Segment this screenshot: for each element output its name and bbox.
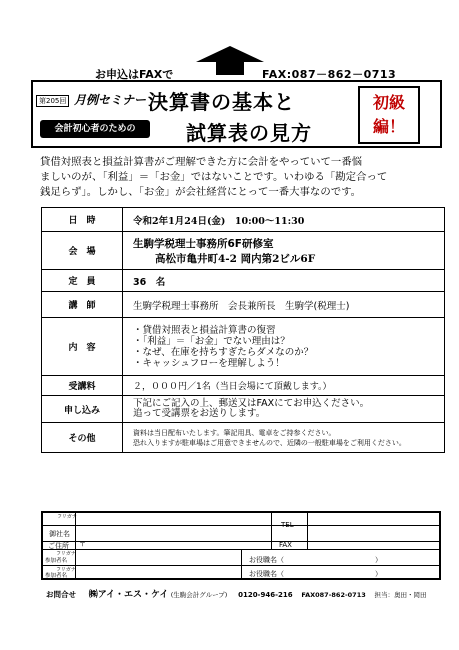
furigana-label: フリガナ — [56, 567, 76, 573]
participant-label: 参加者名 — [45, 558, 68, 564]
target-audience-badge: 会計初心者のための — [40, 120, 150, 138]
level-badge — [358, 86, 420, 144]
tel-input[interactable] — [309, 515, 437, 539]
date-value: 令和2年1月24日(金) 10:00～11:30 — [123, 208, 445, 232]
content-item: ・貸借対照表と損益計算書の復習 — [133, 324, 276, 336]
postal-mark: 〒 — [79, 540, 86, 548]
seminar-info-table — [41, 207, 445, 453]
venue-name: 生駒学税理士事務所6F研修室 — [133, 237, 274, 250]
date-label: 日 時 — [42, 208, 123, 232]
company-label: 御社名 — [49, 530, 70, 538]
fee-label: 受講料 — [42, 376, 123, 396]
furigana-input[interactable] — [77, 515, 269, 524]
intro-line-3: 銭足らず」。しかし、「お金」が会社経営にとって一番大事なのです。 — [40, 186, 362, 198]
apply-row — [42, 396, 445, 423]
content-list — [123, 318, 445, 376]
lecturer-value: 生駒学税理士事務所 会長兼所長 生駒学(税理士) — [123, 292, 445, 318]
venue-row — [42, 232, 445, 270]
position-label: お役職名（ ） — [249, 570, 382, 578]
content-label: 内 容 — [42, 318, 123, 376]
address-label: ご住所 — [48, 542, 69, 550]
intro-line-1: 貸借対照表と損益計算書がご理解できた方に会計をやっていて一番悩 — [40, 156, 363, 168]
date-row — [42, 208, 445, 232]
up-arrow-icon — [196, 46, 264, 62]
contact-fax: FAX087-862-0713 — [301, 591, 366, 599]
intro-line-2: ましいのが、「利益」＝「お金」ではないことです。いわゆる「勘定合って — [40, 171, 388, 183]
title-line-1: 決算書の基本と — [148, 90, 295, 114]
lecturer-label: 講 師 — [42, 292, 123, 318]
apply-line-2: 追って受講票をお送りします。 — [133, 408, 266, 419]
content-row — [42, 318, 445, 376]
fax-number: FAX:087－862－0713 — [262, 68, 397, 81]
level-line-1: 初級 — [372, 93, 405, 112]
content-item: ・「利益」＝「お金」でない理由は？ — [133, 335, 290, 347]
application-form — [41, 511, 441, 580]
participant-label: 参加者名 — [45, 573, 68, 579]
seminar-name: 月例セミナー — [74, 93, 147, 107]
up-arrow-shaft — [216, 61, 244, 75]
venue-address: 高松市亀井町4-2 岡内第2ビル6F — [155, 252, 316, 265]
session-number: 第205回 — [36, 95, 69, 107]
fax-label: FAX — [279, 541, 292, 549]
apply-line-1: 下記にご記入の上、郵送又はFAXにてお申込ください。 — [133, 398, 370, 409]
venue-label: 会 場 — [42, 232, 123, 270]
title-line-2: 試算表の見方 — [186, 121, 312, 145]
content-item: ・キャッシュフローを理解しよう！ — [133, 357, 285, 369]
apply-label: 申し込み — [42, 396, 123, 423]
other-label: その他 — [42, 423, 123, 453]
contact-person: 担当：奥田・岡田 — [374, 591, 427, 599]
capacity-value: 36 名 — [123, 270, 445, 292]
other-row — [42, 423, 445, 453]
contact-company: ㈱アイ・エス・ケイ — [88, 590, 169, 600]
contact-phone: 0120-946-216 — [238, 591, 293, 599]
other-line-1: 資料は当日配布いたします。筆記用具、電卓をご持参ください。 — [133, 428, 336, 437]
intro-text — [40, 155, 445, 200]
contact-label: お問合せ — [46, 590, 76, 599]
other-line-2: 恐れ入りますが駐車場はご用意できませんので、近隣の一般駐車場をご利用ください。 — [133, 438, 406, 447]
furigana-label: フリガナ — [57, 514, 77, 520]
content-item: ・なぜ、在庫を持ちすぎたらダメなのか？ — [133, 346, 314, 358]
tel-label: TEL — [281, 521, 294, 529]
level-line-2: 編！ — [372, 117, 405, 136]
position-label: お役職名（ ） — [249, 556, 382, 564]
footer-contact — [46, 587, 427, 600]
furigana-label: フリガナ — [56, 551, 76, 557]
capacity-label: 定 員 — [42, 270, 123, 292]
company-input[interactable] — [77, 526, 269, 540]
capacity-row — [42, 270, 445, 292]
fee-row — [42, 376, 445, 396]
apply-by-fax-label: お申込はFAXで — [95, 68, 174, 81]
fee-value: ２，０００円／1名（当日会場にて頂戴します。） — [123, 376, 445, 396]
participant-input-1[interactable] — [77, 550, 239, 564]
address-input[interactable] — [77, 542, 269, 549]
contact-group: (生駒会計グループ) — [170, 591, 228, 599]
lecturer-row — [42, 292, 445, 318]
participant-input-2[interactable] — [77, 566, 239, 578]
fax-input[interactable] — [309, 542, 437, 549]
